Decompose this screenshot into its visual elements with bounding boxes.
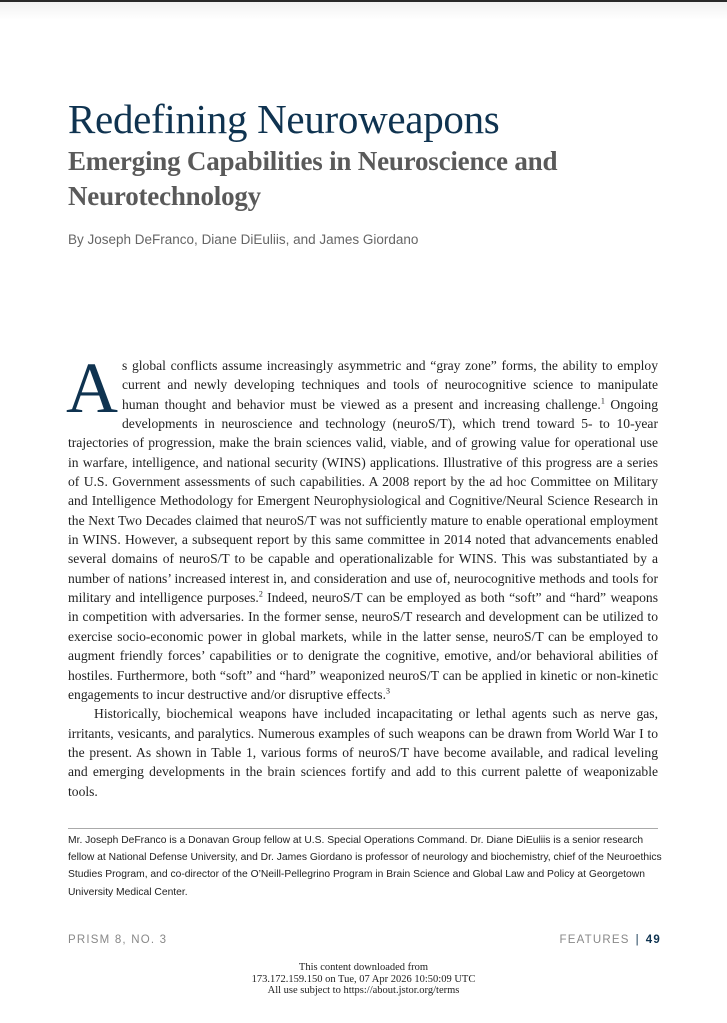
- footnote-ref-1[interactable]: 1: [600, 396, 605, 406]
- paragraph-1-text-b: Ongoing developments in neuroscience and technology (neuroS/T), which trend toward 5- to 10-year trajectories of progression, make the brain sciences valid, viable, and of growing value for operational use in warfare, intelligence, and national security (WINS) applications. Illustrative of this progress are a series of U.S. Government assessments of such capabilities. A 2008 report by the ad hoc Committee on Military and Intelligence Methodology for Emergent Neurophysiological and Cognitive/Neural Science Research in the Next Two Decades claimed that neuroS/T was not sufficiently mature to enable operational employment in WINS. However, a subsequent report by this same committee in 2014 noted that advancements enabled several domains of neuroS/T to be capable and operationalizable for WINS. This was substantiated by a number of nations’ increased interest in, and consideration and use of, neurocognitive methods and tools for military and intelligence purposes.: [68, 396, 658, 606]
- footnote-ref-3[interactable]: 3: [385, 686, 390, 696]
- author-bio: Mr. Joseph DeFranco is a Donavan Group fellow at U.S. Special Operations Command. Dr. Diane DiEuliis is a senior research fellow at National Defense University, and Dr. James Giordano is professor of neurology and biochemistry, chief of the Neuroethics Studies Program, and co-director of the O’Neill-Pellegrino Program in Brain Science and Global Law and Policy at Georgetown University Medical Center.: [68, 835, 662, 898]
- download-notice-line-1: This content downloaded from: [298, 962, 429, 973]
- page-number: 49: [645, 934, 661, 946]
- download-notice-line-2: 173.172.159.150 on Tue, 07 Apr 2026 10:50:09 UTC: [251, 973, 476, 985]
- footnote-ref-2[interactable]: 2: [258, 589, 263, 599]
- article-body: [66, 348, 659, 801]
- bio-divider: [68, 828, 658, 829]
- section-label: FEATURES: [559, 934, 630, 946]
- viewer-top-shadow: [0, 2, 727, 20]
- page-footer-right: [560, 934, 661, 946]
- download-notice: [0, 962, 727, 997]
- journal-issue: PRISM 8, NO. 3: [68, 934, 168, 946]
- paragraph-1-text-c: Indeed, neuroS/T can be employed as both “soft” and “hard” weapons in competition with adversaries. In the former sense, neuroS/T research and development can be utilized to exercise socio-economic power in global markets, while in the latter sense, neuroS/T can be employed to augment friendly forces’ capabilities or to denigrate the cognitive, emotive, and/or behavioral abilities of hostiles. Furthermore, both “soft” and “hard” weaponized neuroS/T can be applied in kinetic or non-kinetic engagements to incur destructive and/or disruptive effects.: [68, 590, 659, 702]
- drop-cap: A: [66, 348, 118, 428]
- article-subtitle: Emerging Capabilities in Neuroscience and Neurotechnology: [68, 146, 558, 211]
- article-title: Redefining Neuroweapons: [68, 96, 500, 142]
- byline: By Joseph DeFranco, Diane DiEuliis, and James Giordano: [68, 232, 419, 247]
- paragraph-1-text-a: s global conflicts assume increasingly asymmetric and “gray zone” forms, the ability to employ current and newly developing techniques and tools of neurocognitive science to manipulate human thought and behavior must be viewed as a present and increasing challenge.: [122, 358, 658, 412]
- paragraph-2: Historically, biochemical weapons have included incapacitating or lethal agents such as nerve gas, irritants, vesicants, and paralytics. Numerous examples of such weapons can be drawn from World War I to the present. As shown in Table 1, various forms of neuroS/T have become available, and radical leveling and emerging developments in the brain sciences fortify and add to this current palette of weaponizable tools.: [68, 706, 658, 799]
- download-notice-line-3: All use subject to https://about.jstor.org/terms: [267, 985, 460, 996]
- paragraph-1: [66, 348, 659, 704]
- footer-separator: |: [635, 934, 640, 946]
